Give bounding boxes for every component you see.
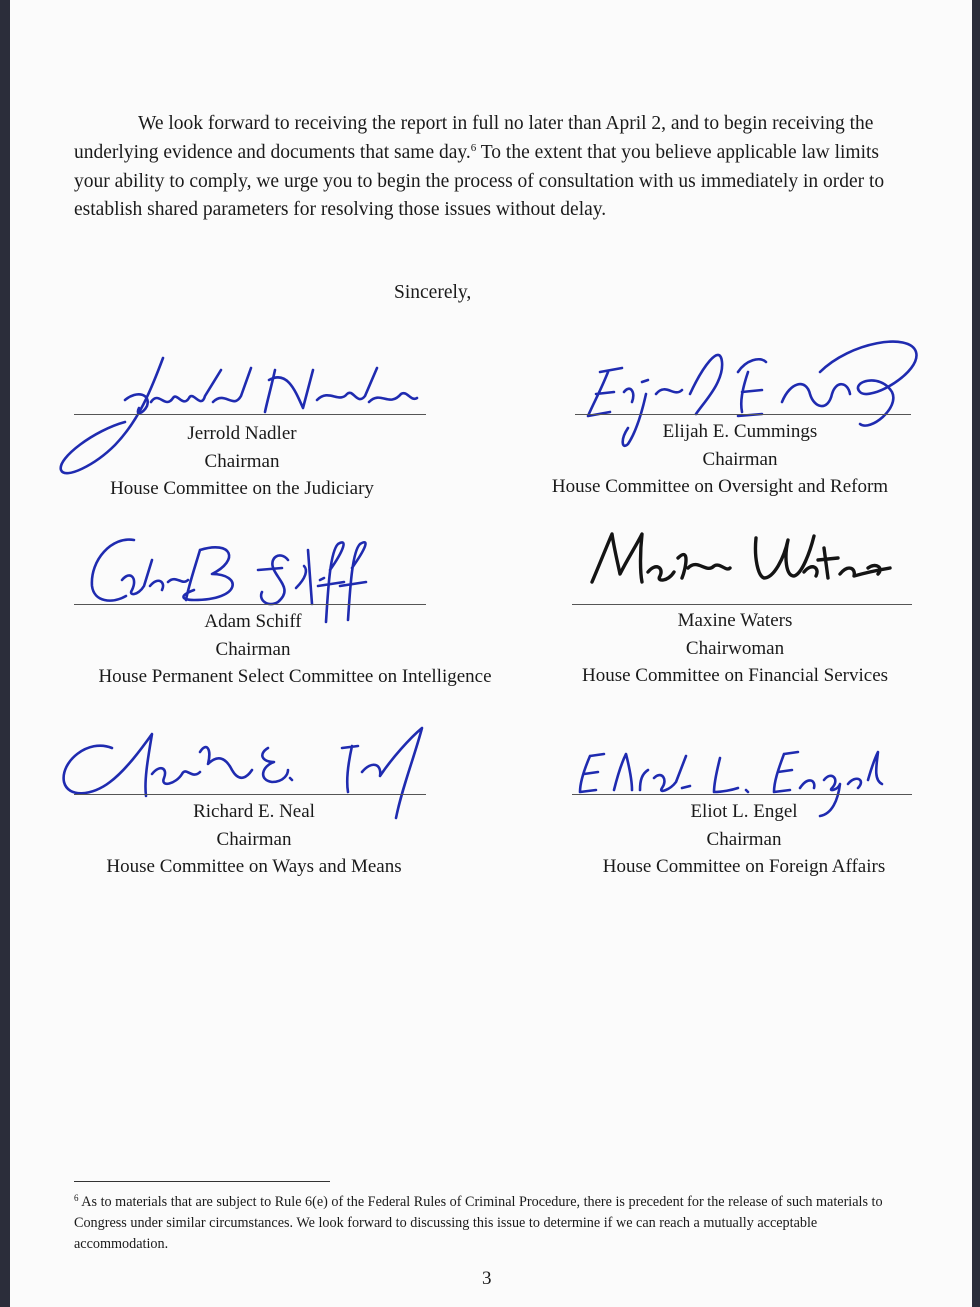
signatory-block-cummings	[530, 418, 910, 501]
signatory-title: Chairwoman	[685, 637, 785, 659]
signatory-name: Maxine Waters	[677, 610, 793, 631]
signatory-name: Elijah E. Cummings	[662, 421, 818, 442]
signatory-title: Chairman	[204, 450, 280, 472]
signatory-name: Richard E. Neal	[193, 801, 315, 822]
signatory-block-neal	[78, 798, 430, 881]
signatory-title: Chairman	[706, 828, 782, 850]
signatory-committee: House Committee on Oversight and Reform	[551, 476, 889, 497]
signatory-name: Eliot L. Engel	[690, 801, 798, 822]
signatory-committee: House Committee on Financial Services	[581, 665, 889, 686]
signature-waters	[578, 528, 908, 598]
signature-line	[572, 794, 912, 795]
signatory-name: Jerrold Nadler	[187, 423, 297, 444]
footnote-reference: 6	[470, 141, 477, 154]
footnote-marker: 6	[74, 1193, 79, 1203]
signatory-block-schiff	[70, 608, 520, 691]
signatory-title: Chairman	[702, 448, 778, 470]
signature-line	[74, 414, 426, 415]
footnote-text: As to materials that are subject to Rule 6(e) of the Federal Rules of Criminal Procedure, there is precedent for the release of such materials to Congress under similar circumstances. We look forward to discussing this issue to determine if we can reach a mutually acceptable accommodation.	[74, 1194, 883, 1252]
signatory-committee: House Committee on the Judiciary	[110, 478, 374, 499]
closing-paragraph	[74, 110, 906, 225]
paragraph-text-start: We look forward to receiving the report in full no later than April 2, and to begin receiving the underlying evidence and documents that same day.	[74, 113, 874, 163]
signatory-committee: House Permanent Select Committee on Intelligence	[98, 666, 492, 687]
complimentary-close: Sincerely,	[394, 282, 472, 303]
signature-line	[74, 604, 426, 605]
paragraph-text-end: To the extent that you believe applicable law limits your ability to comply, we urge you to begin the process of consultation with us immediately in order to establish shared parameters for resolving those issues without delay.	[74, 141, 885, 221]
page-number: 3	[482, 1268, 492, 1289]
footnote	[74, 1192, 906, 1255]
signatory-committee: House Committee on Foreign Affairs	[602, 856, 886, 877]
signatory-title: Chairman	[216, 828, 292, 850]
signature-line	[74, 794, 426, 795]
letter-page	[10, 0, 972, 1307]
signature-line	[575, 414, 911, 415]
signatory-block-engel	[562, 798, 926, 881]
signatory-block-waters	[550, 607, 920, 690]
signature-line	[572, 604, 912, 605]
signatory-committee: House Committee on Ways and Means	[106, 856, 402, 877]
signatory-title: Chairman	[215, 638, 291, 660]
signatory-name: Adam Schiff	[204, 611, 302, 632]
signatory-block-nadler	[70, 420, 414, 503]
footnote-separator	[74, 1181, 330, 1182]
